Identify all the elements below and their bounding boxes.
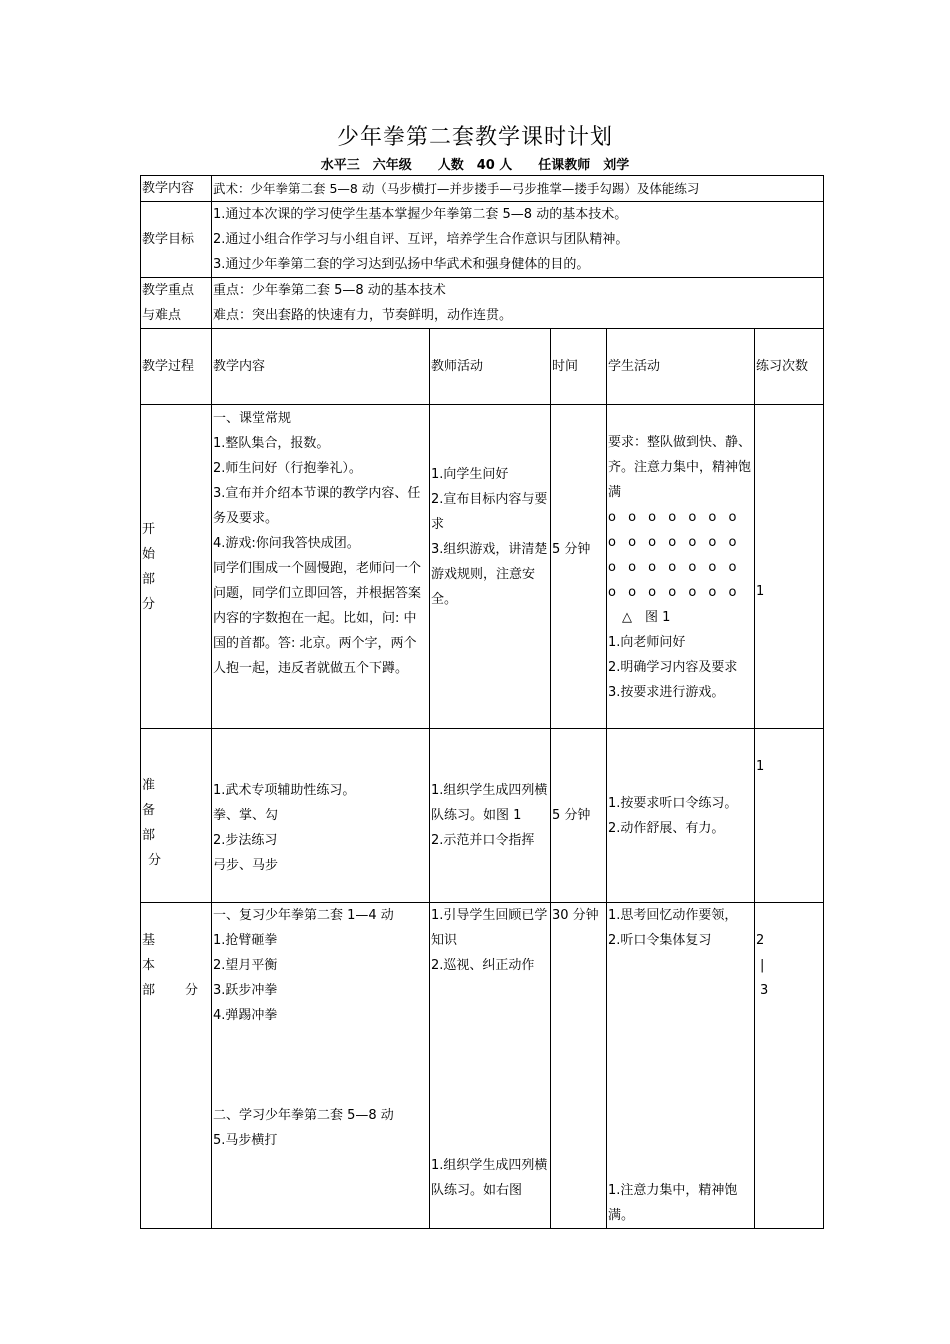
- label-keypoints-1: 教学重点: [142, 283, 195, 298]
- page-subtitle: 水平三 六年级 人数 40 人 任课教师 刘学: [320, 158, 630, 173]
- formation-row: o o o o o o o: [608, 535, 741, 550]
- student-line: 1.思考回忆动作要领，: [608, 908, 738, 923]
- prep-teacher: [430, 729, 551, 903]
- header-teacher: 教师活动: [430, 329, 551, 405]
- phase-prep: [141, 729, 212, 903]
- student-line: 2.动作舒展、有力。: [608, 820, 725, 836]
- content-line: 一、课堂常规: [213, 411, 292, 426]
- teacher-line: 1.组织学生成四列横队练习。如图 1: [431, 783, 548, 823]
- student-line: 1.注意力集中，精神饱满。: [608, 1183, 738, 1223]
- start-teacher: [430, 405, 551, 729]
- phase-char: 分: [148, 852, 162, 868]
- phase-char: 部: [142, 571, 156, 587]
- content-line: 3.宣布并介绍本节课的教学内容、任务及要求。: [213, 486, 421, 526]
- label-keypoints: [141, 278, 212, 329]
- content-line: 2.步法练习: [213, 832, 278, 848]
- formation-row: o o o o o o o: [608, 585, 741, 600]
- start-content: [212, 405, 430, 729]
- teacher-line: 2.巡视、纠正动作: [431, 958, 535, 973]
- header-reps: 练习次数: [755, 329, 824, 405]
- section-prep: [141, 729, 824, 903]
- content-line: 拳、掌、勾: [213, 807, 279, 823]
- keypoint-item: 重点：少年拳第二套 5—8 动的基本技术: [213, 283, 446, 298]
- student-line: 2.明确学习内容及要求: [608, 660, 738, 675]
- student-line: 1.向老师问好: [608, 635, 686, 650]
- row-goals: [141, 202, 824, 278]
- content-line: 同学们围成一个圆慢跑，老师问一个问题，同学们立即回答，并根据答案内容的字数抱在一起。比如，问: 中国的首都。答: 北京。两个字，两个人抱一起，违反者就做五个下蹲。: [213, 561, 422, 676]
- phase-char: 本: [142, 958, 156, 973]
- label-keypoints-2: 与难点: [142, 308, 182, 323]
- content-text: 武术：少年拳第二套 5—8 动（马步横打—并步搂手—弓步推掌—搂手勾踢）及体能练习: [212, 176, 824, 202]
- formation-row: o o o o o o o: [608, 510, 741, 525]
- content-line: 1.抢臂砸拳: [213, 933, 278, 948]
- student-line: 1.按要求听口令练习。: [608, 795, 738, 811]
- main-time: 30 分钟: [551, 903, 607, 1229]
- section-start: [141, 405, 824, 729]
- reps-line: |: [760, 958, 765, 973]
- goal-item: 3.通过少年拳第二套的学习达到弘扬中华武术和强身健体的目的。: [213, 257, 590, 272]
- header-row: [141, 329, 824, 405]
- content-line: 二、学习少年拳第二套 5—8 动: [213, 1108, 394, 1123]
- page-title: 少年拳第二套教学课时计划: [336, 125, 613, 150]
- goals-list: [212, 202, 824, 278]
- teacher-line: 1.引导学生回顾已学知识: [431, 908, 548, 948]
- phase-char: 备: [142, 802, 156, 818]
- row-content: [141, 176, 824, 202]
- phase-char: 准: [142, 777, 156, 793]
- content-line: 1.整队集合，报数。: [213, 436, 330, 451]
- prep-student: [607, 729, 755, 903]
- row-keypoints: [141, 278, 824, 329]
- phase-pair: [142, 978, 210, 1003]
- teacher-line: 3.组织游戏，讲清楚游戏规则，注意安全。: [431, 541, 548, 607]
- student-line: 2.听口令集体复习: [608, 933, 712, 948]
- start-reps: 1: [755, 405, 824, 729]
- teacher-line: 2.宣布目标内容与要求: [431, 491, 548, 532]
- main-teacher: [430, 903, 551, 1229]
- lesson-plan-table: [140, 175, 824, 1229]
- phase-char: 部: [142, 983, 156, 998]
- phase-char: 分: [142, 596, 156, 612]
- content-line: 4.弹踢冲拳: [213, 1008, 278, 1023]
- content-line: 1.武术专项辅助性练习。: [213, 782, 356, 798]
- section-main: [141, 903, 824, 1229]
- main-student: [607, 903, 755, 1229]
- teacher-line: 1.向学生问好: [431, 466, 509, 482]
- label-content: 教学内容: [141, 176, 212, 202]
- teacher-line: 1.组织学生成四列横队练习。如右图: [431, 1158, 548, 1198]
- content-line: 弓步、马步: [213, 857, 279, 873]
- phase-char: 始: [142, 546, 156, 562]
- reps-line: 2: [756, 933, 765, 948]
- header-time: 时间: [551, 329, 607, 405]
- reps-line: 3: [760, 983, 769, 998]
- student-requirement: 要求：整队做到快、静、齐。注意力集中，精神饱满: [608, 435, 752, 500]
- phase-char: 开: [142, 521, 156, 537]
- formation-row: o o o o o o o: [608, 560, 741, 575]
- goal-item: 1.通过本次课的学习使学生基本掌握少年拳第二套 5—8 动的基本技术。: [213, 207, 628, 222]
- content-line: 5.马步横打: [213, 1133, 278, 1148]
- main-content: [212, 903, 430, 1229]
- figure-label: △ 图 1: [622, 610, 671, 625]
- content-line: 4.游戏:你问我答快成团。: [213, 536, 360, 551]
- student-line: 3.按要求进行游戏。: [608, 685, 725, 700]
- phase-char: 分: [185, 983, 199, 998]
- content-line: 2.师生问好（行抱拳礼）。: [213, 461, 362, 476]
- header-student: 学生活动: [607, 329, 755, 405]
- header-content: 教学内容: [212, 329, 430, 405]
- keypoints-list: [212, 278, 824, 329]
- start-student: [607, 405, 755, 729]
- keypoint-item: 难点：突出套路的快速有力，节奏鲜明，动作连贯。: [213, 308, 513, 323]
- main-reps: [755, 903, 824, 1229]
- prep-content: [212, 729, 430, 903]
- goal-item: 2.通过小组合作学习与小组自评、互评，培养学生合作意识与团队精神。: [213, 232, 629, 247]
- start-time: 5 分钟: [551, 405, 607, 729]
- content-line: 3.跃步冲拳: [213, 983, 278, 998]
- prep-reps: 1: [755, 729, 824, 903]
- phase-char: 基: [142, 933, 156, 948]
- phase-main: [141, 903, 212, 1229]
- content-line: 2.望月平衡: [213, 958, 278, 973]
- phase-start: [141, 405, 212, 729]
- label-goals: 教学目标: [141, 202, 212, 278]
- content-line: 一、复习少年拳第二套 1—4 动: [213, 908, 394, 923]
- prep-time: 5 分钟: [551, 729, 607, 903]
- phase-char: 部: [142, 827, 156, 843]
- teacher-line: 2.示范并口令指挥: [431, 833, 535, 848]
- header-process: 教学过程: [141, 329, 212, 405]
